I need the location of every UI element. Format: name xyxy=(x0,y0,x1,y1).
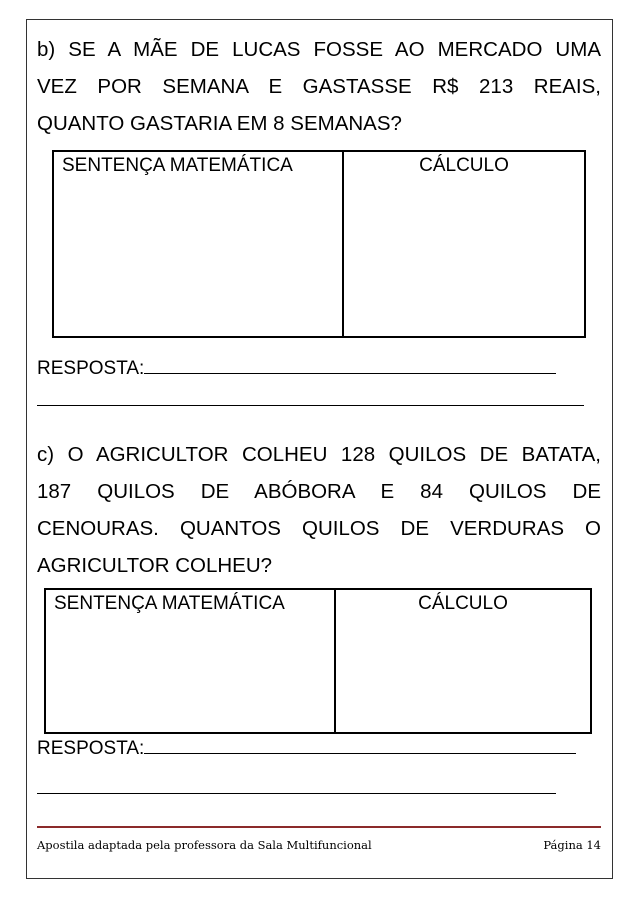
question-b-answer-line[interactable] xyxy=(144,373,556,374)
question-c-calculation-header: CÁLCULO xyxy=(418,593,508,614)
footer-credit: Apostila adaptada pela professora da Sala Multifuncional xyxy=(37,838,372,852)
question-c-sentence-header: SENTENÇA MATEMÁTICA xyxy=(54,593,285,614)
question-b-answer-table xyxy=(52,150,586,338)
question-c-line-1: c) O AGRICULTOR COLHEU 128 QUILOS DE BATATA, xyxy=(37,443,601,466)
question-c-sentence-cell[interactable] xyxy=(45,589,335,733)
page-number: Página 14 xyxy=(543,838,601,852)
question-b-calculation-header: CÁLCULO xyxy=(419,155,509,176)
question-b-answer xyxy=(37,358,556,380)
question-c-answer-label: RESPOSTA: xyxy=(37,738,145,759)
question-b-calculation-cell[interactable] xyxy=(343,151,585,337)
question-c-answer xyxy=(37,738,576,760)
question-c-line-4: AGRICULTOR COLHEU? xyxy=(37,554,273,577)
question-b-line-1: b) SE A MÃE DE LUCAS FOSSE AO MERCADO UMA xyxy=(37,38,601,61)
question-c-line-3: CENOURAS. QUANTOS QUILOS DE VERDURAS O xyxy=(37,517,601,540)
question-c-answer-table xyxy=(44,588,592,734)
question-b-answer-label: RESPOSTA: xyxy=(37,358,145,379)
question-c-calculation-cell[interactable] xyxy=(335,589,591,733)
question-b-answer-line-2[interactable] xyxy=(37,405,584,406)
question-b-sentence-header: SENTENÇA MATEMÁTICA xyxy=(62,155,293,176)
question-b-line-3: QUANTO GASTARIA EM 8 SEMANAS? xyxy=(37,112,402,135)
question-b-line-2: VEZ POR SEMANA E GASTASSE R$ 213 REAIS, xyxy=(37,75,601,98)
question-c-text xyxy=(37,436,601,584)
question-c-answer-line[interactable] xyxy=(144,753,576,754)
question-b-sentence-cell[interactable] xyxy=(53,151,343,337)
page-footer xyxy=(37,838,601,852)
footer-rule xyxy=(37,826,601,828)
question-c-line-2: 187 QUILOS DE ABÓBORA E 84 QUILOS DE xyxy=(37,480,601,503)
question-b-text xyxy=(37,31,601,142)
question-c-answer-line-2[interactable] xyxy=(37,793,556,794)
